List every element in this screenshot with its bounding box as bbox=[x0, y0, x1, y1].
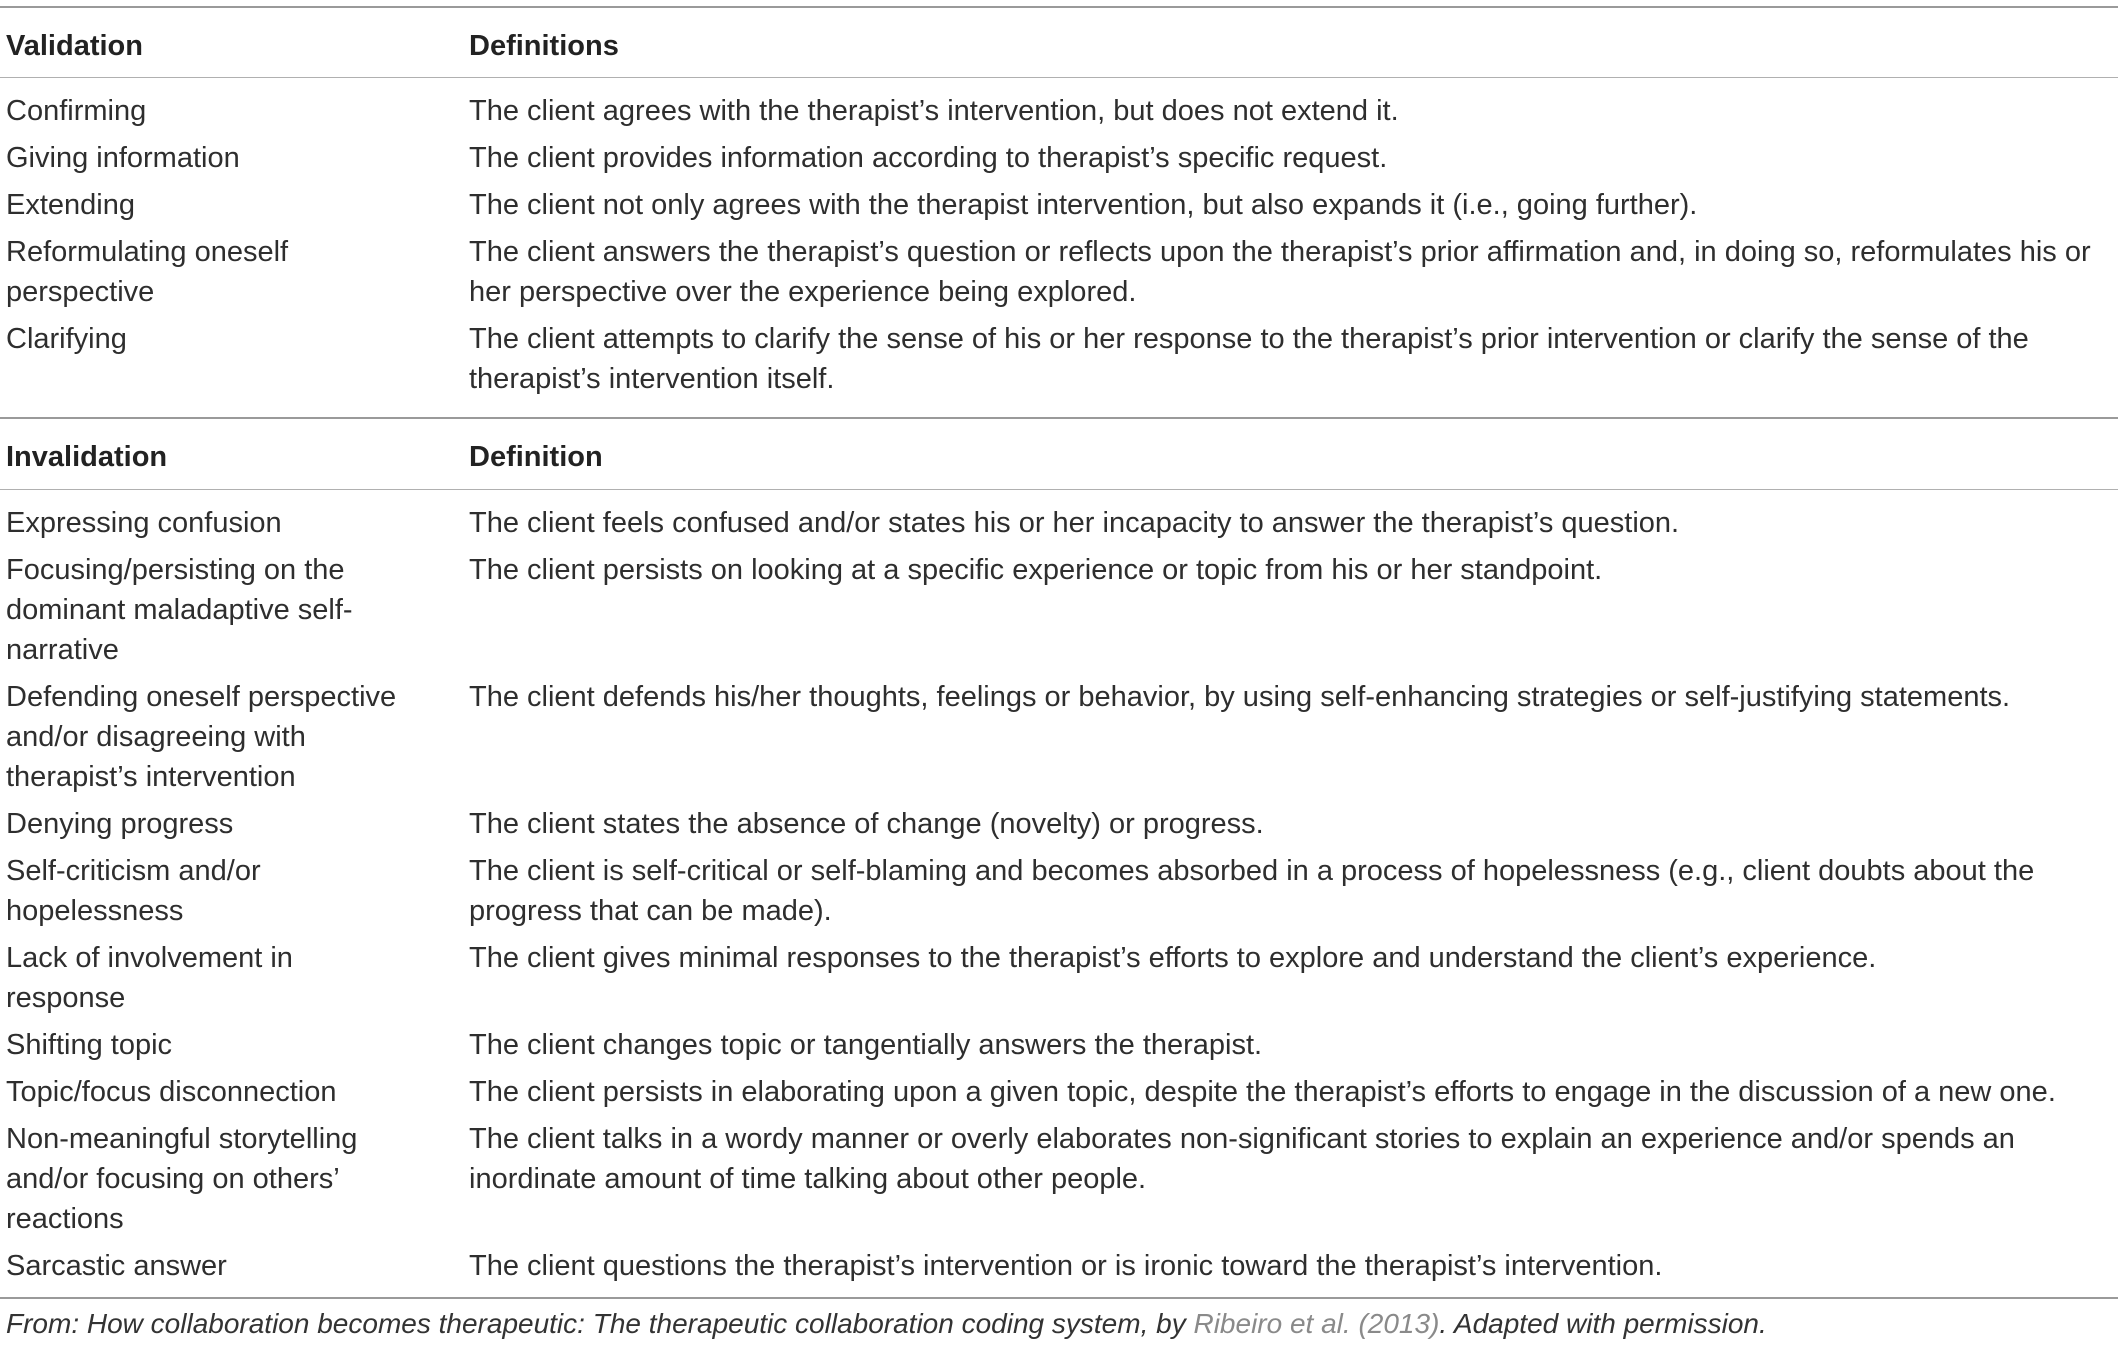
table-row bbox=[0, 503, 2118, 543]
definition-cell: The client provides information according to therapist’s specific request. bbox=[469, 142, 1388, 174]
term-cell: Shifting topic bbox=[6, 1029, 173, 1061]
table-row bbox=[0, 319, 2118, 399]
invalidation-rows bbox=[0, 503, 2118, 1293]
definitions-header: Definitions bbox=[469, 29, 619, 62]
term-text: Focusing/persisting on the dominant maladaptive self-narrative bbox=[6, 554, 353, 666]
validation-rows bbox=[0, 91, 2118, 406]
table-row bbox=[0, 1072, 2118, 1112]
definition-cell: The client gives minimal responses to the therapist’s efforts to explore and understand the client’s experience. bbox=[469, 942, 1877, 974]
term-cell: Topic/focus disconnection bbox=[6, 1076, 337, 1108]
table-row bbox=[0, 1119, 2118, 1239]
definition-cell: The client talks in a wordy manner or overly elaborates non-significant stories to explain an experience and/or spends an inordinate amount of time talking about other people. bbox=[469, 1123, 2015, 1195]
term-cell: Sarcastic answer bbox=[6, 1250, 227, 1282]
table-row bbox=[0, 1246, 2118, 1286]
definition-cell: The client persists on looking at a specific experience or topic from his or her standpoint. bbox=[469, 554, 1603, 586]
definition-cell: The client agrees with the therapist’s intervention, but does not extend it. bbox=[469, 95, 1399, 127]
table-row bbox=[0, 91, 2118, 131]
term-cell bbox=[0, 851, 469, 931]
table-row bbox=[0, 232, 2118, 312]
term-text: Non-meaningful storytelling and/or focusing on others’ reactions bbox=[6, 1123, 358, 1235]
table-row bbox=[0, 1025, 2118, 1065]
invalidation-header: Invalidation bbox=[6, 440, 168, 473]
term-cell: Extending bbox=[6, 189, 135, 221]
table-footnote bbox=[6, 1308, 1767, 1340]
term-text: Lack of involvement in response bbox=[6, 942, 293, 1014]
definition-cell: The client defends his/her thoughts, feelings or behavior, by using self-enhancing strategies or self-justifying statements. bbox=[469, 681, 2011, 713]
term-cell bbox=[0, 232, 469, 312]
term-cell bbox=[0, 1119, 469, 1239]
term-cell: Clarifying bbox=[6, 323, 127, 355]
table-row bbox=[0, 550, 2118, 670]
validation-section bbox=[0, 8, 2118, 84]
table-row bbox=[0, 851, 2118, 931]
table-row bbox=[0, 938, 2118, 1018]
validation-header-row bbox=[0, 8, 2118, 84]
citation-link[interactable]: Ribeiro et al. (2013) bbox=[1193, 1308, 1440, 1339]
definition-cell: The client not only agrees with the therapist intervention, but also expands it (i.e., going further). bbox=[469, 189, 1698, 221]
invalidation-section bbox=[0, 419, 2118, 495]
term-cell: Expressing confusion bbox=[6, 507, 282, 539]
table-row bbox=[0, 138, 2118, 178]
invalidation-header-rule bbox=[0, 489, 2118, 490]
term-text: Defending oneself perspective and/or disagreeing with therapist’s intervention bbox=[6, 681, 397, 793]
definition-cell: The client states the absence of change (novelty) or progress. bbox=[469, 808, 1264, 840]
definition-cell: The client questions the therapist’s intervention or is ironic toward the therapist’s intervention. bbox=[469, 1250, 1663, 1282]
term-cell bbox=[0, 938, 469, 1018]
invalidation-header-row bbox=[0, 419, 2118, 495]
term-cell bbox=[0, 550, 469, 670]
definition-cell: The client changes topic or tangentially answers the therapist. bbox=[469, 1029, 1263, 1061]
definition-cell: The client is self-critical or self-blaming and becomes absorbed in a process of hopelessness (e.g., client doubts about the progress that can be made). bbox=[469, 855, 2035, 927]
definition-header: Definition bbox=[469, 440, 603, 473]
definition-cell: The client persists in elaborating upon a given topic, despite the therapist’s efforts to engage in the discussion of a new one. bbox=[469, 1076, 2056, 1108]
term-text: Self-criticism and/or hopelessness bbox=[6, 855, 261, 927]
table-row bbox=[0, 804, 2118, 844]
definition-cell: The client feels confused and/or states his or her incapacity to answer the therapist’s question. bbox=[469, 507, 1680, 539]
validation-header-rule bbox=[0, 77, 2118, 78]
footnote-prefix: From: How collaboration becomes therapeutic: The therapeutic collaboration coding system, by bbox=[6, 1308, 1194, 1339]
term-cell: Giving information bbox=[6, 142, 240, 174]
table-row bbox=[0, 677, 2118, 797]
definition-cell: The client answers the therapist’s question or reflects upon the therapist’s prior affirmation and, in doing so, reformulates his or her perspective over the experience being explored. bbox=[469, 236, 2091, 308]
term-cell: Denying progress bbox=[6, 808, 234, 840]
validation-header: Validation bbox=[6, 29, 143, 62]
definition-cell: The client attempts to clarify the sense of his or her response to the therapist’s prior intervention or clarify the sense of the therapist’s intervention itself. bbox=[469, 323, 2029, 395]
table-bottom-rule bbox=[0, 1297, 2118, 1299]
term-cell bbox=[0, 677, 469, 797]
term-cell: Confirming bbox=[6, 95, 147, 127]
footnote-suffix: . Adapted with permission. bbox=[1439, 1308, 1767, 1339]
table-row bbox=[0, 185, 2118, 225]
term-text: Reformulating oneself perspective bbox=[6, 236, 289, 308]
